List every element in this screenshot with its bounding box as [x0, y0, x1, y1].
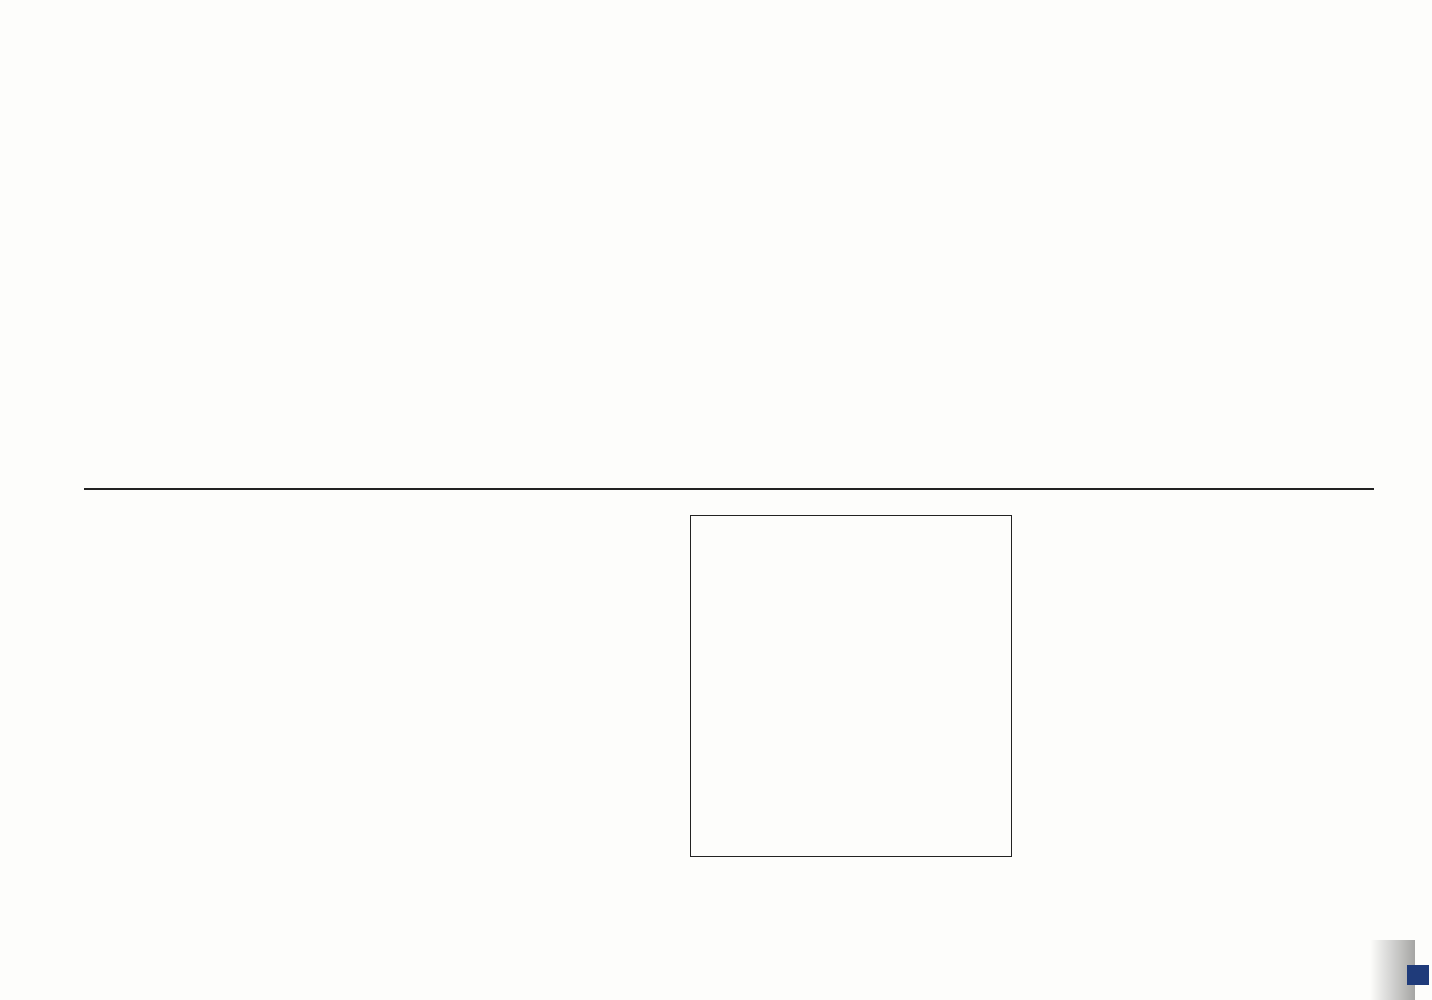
- column-divider: [84, 488, 1374, 490]
- assecuranz-table: [690, 515, 1012, 857]
- page-header: [1350, 62, 1374, 942]
- dfg-logo: [1407, 965, 1429, 985]
